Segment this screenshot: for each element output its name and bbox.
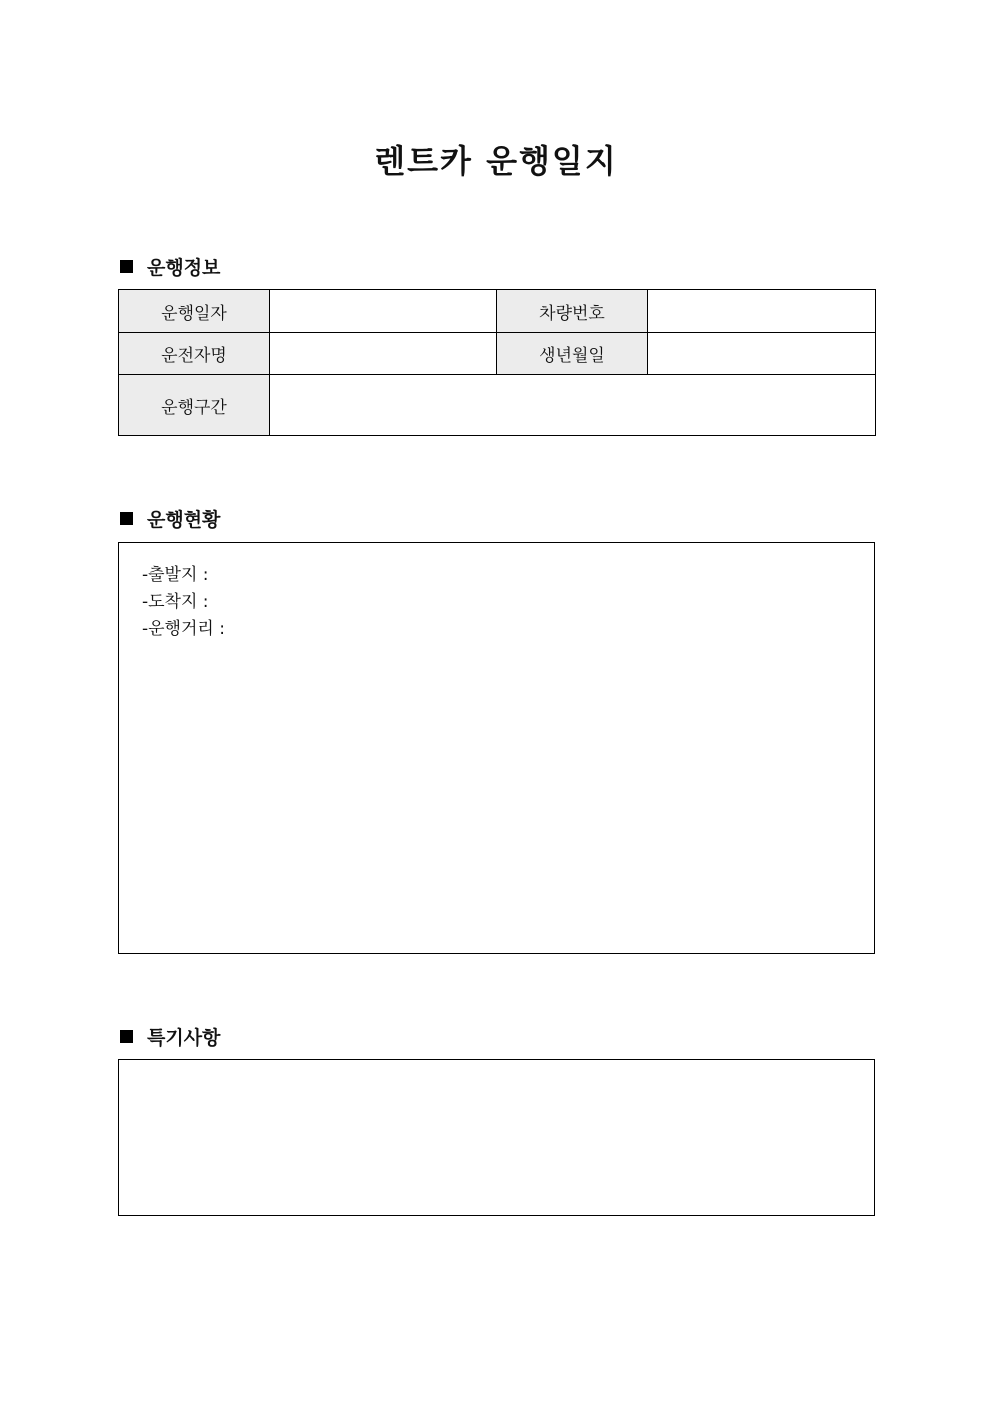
section-heading-remarks xyxy=(118,1023,220,1050)
driver-name-label: 운전자명 xyxy=(119,333,270,375)
status-lines xyxy=(119,543,874,643)
section-heading-status xyxy=(118,505,220,532)
table-row xyxy=(119,333,876,375)
birth-date-field[interactable] xyxy=(648,333,876,375)
route-field[interactable] xyxy=(270,375,876,436)
plate-number-field[interactable] xyxy=(648,290,876,333)
plate-number-label: 차량번호 xyxy=(497,290,648,333)
departure-line: -출발지 : xyxy=(142,565,209,585)
remarks-box[interactable] xyxy=(118,1059,875,1216)
distance-line: -운행거리 : xyxy=(142,619,225,639)
table-row xyxy=(119,375,876,436)
square-bullet-icon xyxy=(120,260,133,273)
date-label: 운행일자 xyxy=(119,290,270,333)
driver-name-field[interactable] xyxy=(270,333,497,375)
table-row xyxy=(119,290,876,333)
arrival-line: -도착지 : xyxy=(142,592,209,612)
status-box[interactable] xyxy=(118,542,875,954)
date-field[interactable] xyxy=(270,290,497,333)
square-bullet-icon xyxy=(120,512,133,525)
birth-date-label: 생년월일 xyxy=(497,333,648,375)
route-label: 운행구간 xyxy=(119,375,270,436)
section-heading-status-label: 운행현황 xyxy=(147,509,221,531)
section-heading-info xyxy=(118,253,220,280)
info-table xyxy=(118,289,876,436)
section-heading-remarks-label: 특기사항 xyxy=(147,1027,221,1049)
page-title: 렌트카 운행일지 xyxy=(374,142,618,180)
square-bullet-icon xyxy=(120,1030,133,1043)
section-heading-info-label: 운행정보 xyxy=(147,257,221,279)
